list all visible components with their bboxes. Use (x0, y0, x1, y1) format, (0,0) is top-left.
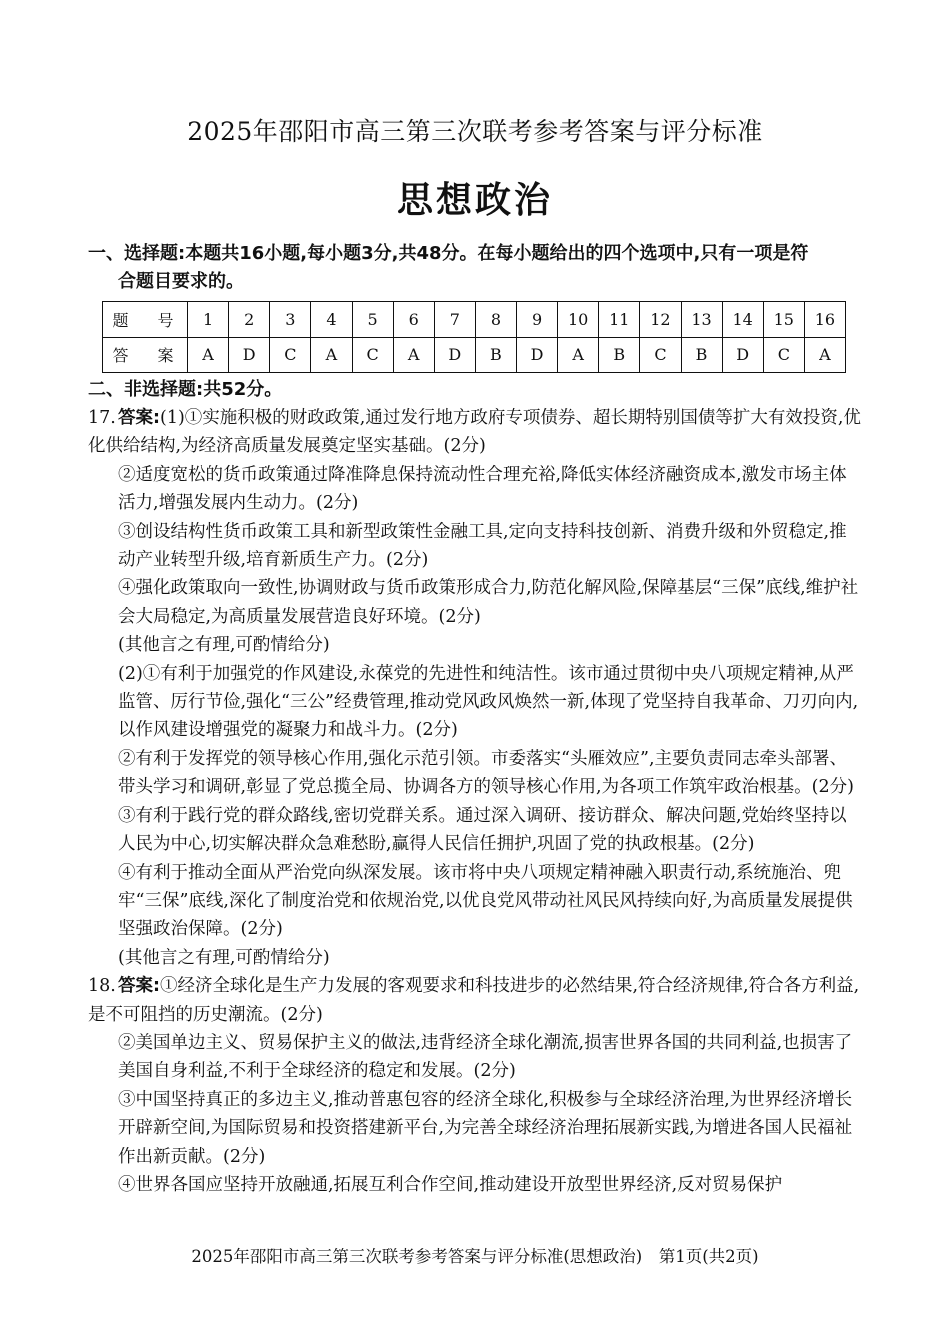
question-number: 1 (188, 302, 229, 338)
answer-cell: A (558, 337, 599, 373)
q17-p4: ④强化政策取向一致性,协调财政与货币政策形成合力,防范化解风险,保障基层“三保”底线,维护社会大局稳定,为高质量发展营造良好环境。(2分) (118, 578, 859, 627)
q18-p1: ①经济全球化是生产力发展的客观要求和科技进步的必然结果,符合经济规律,符合各方利益,是不可阻挡的历史潮流。(2分) (88, 976, 860, 1025)
subject-title: 思想政治 (396, 180, 553, 221)
section1-instruction-b: 合题目要求的。 (118, 271, 244, 292)
answer-cell: A (311, 337, 352, 373)
question-number: 16 (804, 302, 845, 338)
answer-cell: D (434, 337, 475, 373)
q18-number: 18. (88, 976, 116, 997)
section2-heading (88, 376, 868, 404)
question-number: 14 (722, 302, 763, 338)
q17-p5: (2)①有利于加强党的作风建设,永葆党的先进性和纯洁性。该市通过贯彻中央八项规定精神,从严监管、厉行节俭,强化“三公”经费管理,推动党风政风焕然一新,体现了党坚持自我革命、刀刃向内,以作风建设增强党的凝聚力和战斗力。(2分) (118, 663, 859, 741)
q17-first-paragraph (88, 404, 864, 461)
answer-cell: D (229, 337, 270, 373)
section1-heading (88, 240, 868, 296)
answer-cell: C (763, 337, 804, 373)
q17-label: 答案: (118, 408, 160, 428)
question-number: 4 (311, 302, 352, 338)
q18-label: 答案: (118, 976, 160, 997)
question-number: 2 (229, 302, 270, 338)
q17-p8: ④有利于推动全面从严治党向纵深发展。该市将中央八项规定精神融入职责行动,系统施治、兜牢“三保”底线,深化了制度治党和依规治党,以优良党风带动社风民风持续向好,为高质量发展提供坚强政治保障。(2分) (118, 862, 853, 940)
answers-body (88, 404, 864, 1199)
answer-cell: A (188, 337, 229, 373)
answer-cell: B (681, 337, 722, 373)
answer-cell: C (270, 337, 311, 373)
q17-note2: (其他言之有理,可酌情给分) (118, 947, 330, 968)
q17-p3: ③创设结构性货币政策工具和新型政策性金融工具,定向支持科技创新、消费升级和外贸稳定,推动产业转型升级,培育新质生产力。(2分) (118, 521, 847, 571)
answer-cell: D (722, 337, 763, 373)
q17-p2: ②适度宽松的货币政策通过降准降息保持流动性合理充裕,降低实体经济融资成本,激发市场主体活力,增强发展内生动力。(2分) (118, 464, 847, 514)
number-header: 题 号 (103, 302, 188, 338)
q18-first-paragraph (88, 972, 864, 1029)
question-number: 13 (681, 302, 722, 338)
question-number: 9 (517, 302, 558, 338)
question-17 (88, 404, 864, 972)
section1-label: 一、选择题:本题共16小题,每小题3分,共48分。 (88, 243, 478, 264)
question-number: 11 (599, 302, 640, 338)
answer-cell: B (599, 337, 640, 373)
question-number: 7 (434, 302, 475, 338)
question-number: 15 (763, 302, 804, 338)
question-18 (88, 972, 864, 1199)
question-number: 8 (475, 302, 516, 338)
q18-p2: ②美国单边主义、贸易保护主义的做法,违背经济全球化潮流,损害世界各国的共同利益,也损害了美国自身利益,不利于全球经济的稳定和发展。(2分) (118, 1032, 853, 1082)
q17-p1: (1)①实施积极的财政政策,通过发行地方政府专项债券、超长期特别国债等扩大有效投资,优化供给结构,为经济高质量发展奠定坚实基础。(2分) (88, 408, 861, 457)
question-number: 10 (558, 302, 599, 338)
answer-table-answer-row (103, 337, 846, 373)
q18-p4: ④世界各国应坚持开放融通,拓展互利合作空间,推动建设开放型世界经济,反对贸易保护 (118, 1174, 783, 1195)
answer-cell: B (475, 337, 516, 373)
answer-cell: C (352, 337, 393, 373)
q17-p6: ②有利于发挥党的领导核心作用,强化示范引领。市委落实“头雁效应”,主要负责同志牵头部署、带头学习和调研,彰显了党总揽全局、协调各方的领导核心作用,为各项工作筑牢政治根基。(2分) (118, 748, 854, 798)
answer-table-number-row (103, 302, 846, 338)
question-number: 5 (352, 302, 393, 338)
question-number: 3 (270, 302, 311, 338)
question-number: 6 (393, 302, 434, 338)
document-title: 2025年邵阳市高三第三次联考参考答案与评分标准 (187, 117, 763, 146)
page-footer: 2025年邵阳市高三第三次联考参考答案与评分标准(思想政治) 第1页(共2页) (191, 1247, 759, 1266)
q17-number: 17. (88, 408, 116, 428)
question-number: 12 (640, 302, 681, 338)
section1-instruction-a: 在每小题给出的四个选项中,只有一项是符 (477, 243, 809, 264)
answer-cell: A (393, 337, 434, 373)
answer-header: 答 案 (103, 337, 188, 373)
q17-note1: (其他言之有理,可酌情给分) (118, 635, 330, 656)
answer-cell: C (640, 337, 681, 373)
q17-p7: ③有利于践行党的群众路线,密切党群关系。通过深入调研、接访群众、解决问题,党始终坚持以人民为中心,切实解决群众急难愁盼,赢得人民信任拥护,巩固了党的执政根基。(2分) (118, 805, 847, 855)
section2-label: 二、非选择题:共52分。 (88, 379, 283, 400)
q18-p3: ③中国坚持真正的多边主义,推动普惠包容的经济全球化,积极参与全球经济治理,为世界经济增长开辟新空间,为国际贸易和投资搭建新平台,为完善全球经济治理拓展新实践,为增进各国人民福祉作出新贡献。(2分) (118, 1089, 853, 1167)
answer-table (102, 301, 846, 373)
answer-cell: D (517, 337, 558, 373)
answer-cell: A (804, 337, 845, 373)
